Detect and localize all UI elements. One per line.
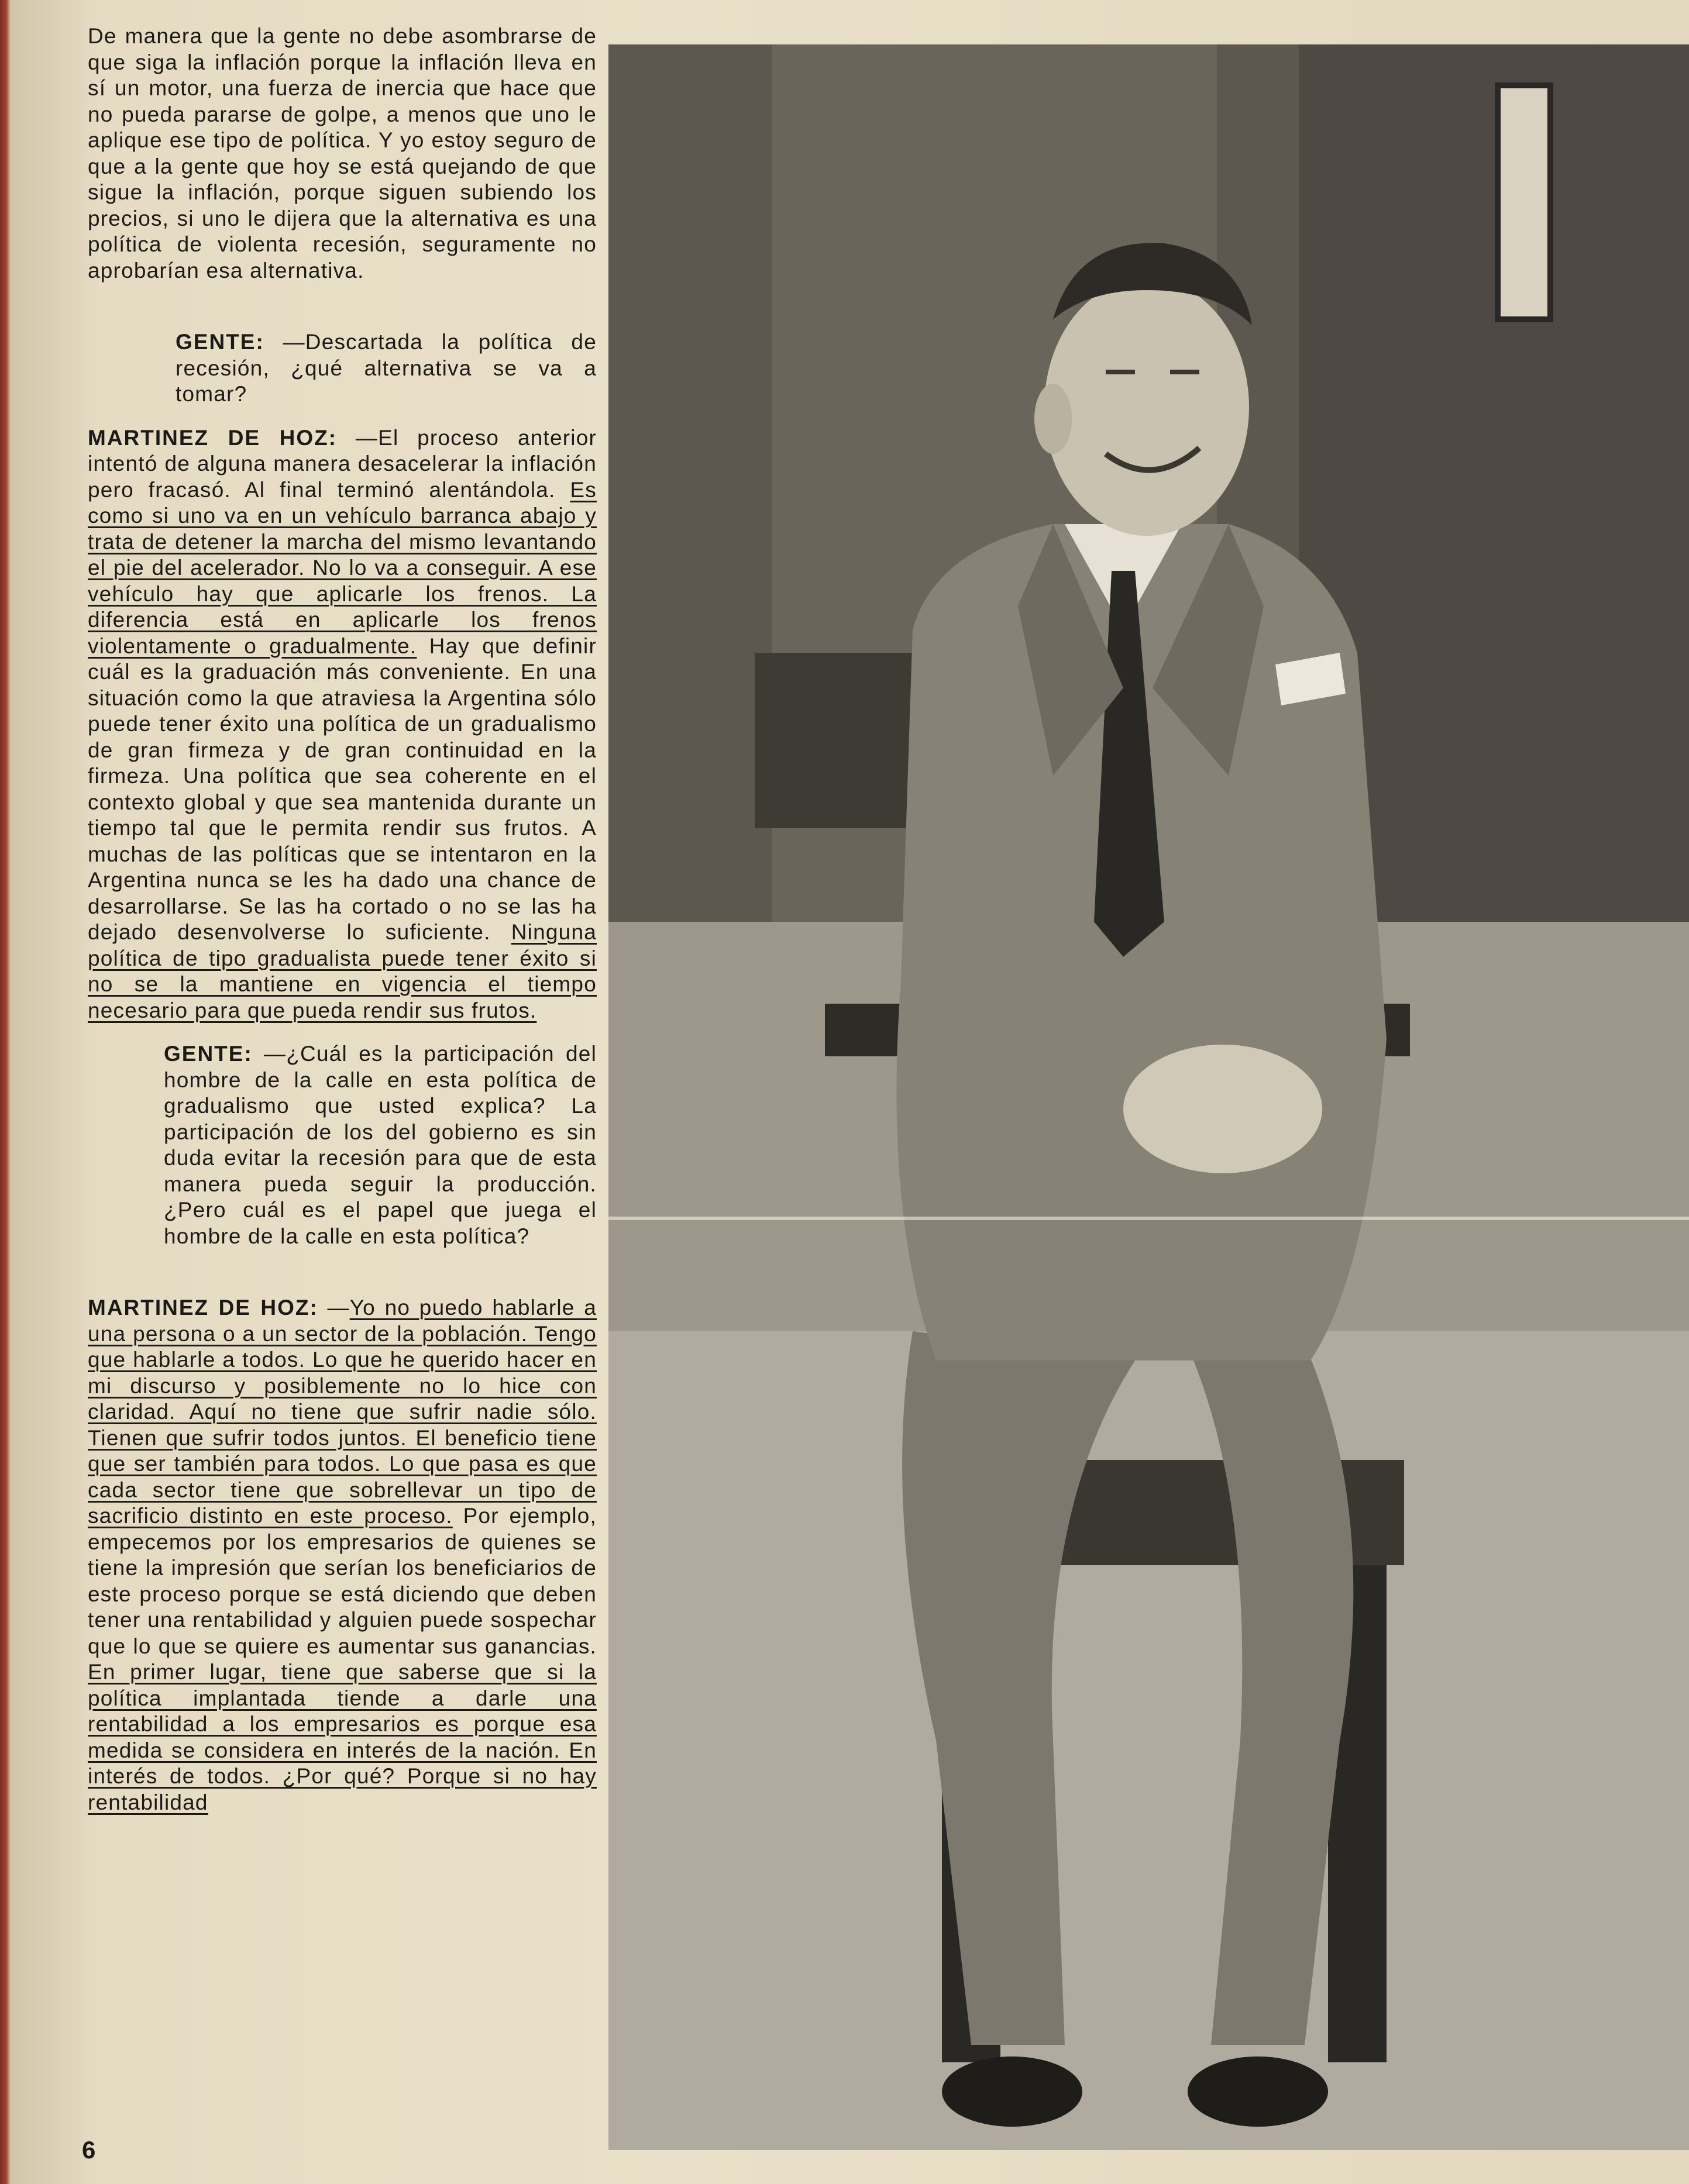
answer-1-text: —El proceso anterior intentó de alguna manera desacelerar la inflación pero fracasó. Al final terminó alentándola.	[88, 425, 597, 502]
answer-2	[88, 1295, 597, 1816]
page-number: 6	[82, 2136, 96, 2164]
portrait-photo	[608, 44, 1689, 2150]
speaker-gente: GENTE:	[176, 330, 264, 354]
paragraph-intro: De manera que la gente no debe asombrarse de que siga la inflación porque la inflación lleva en sí un motor, una fuerza de inercia que hace que no pueda pararse de golpe, a menos que uno le aplique ese tipo de política. Y yo estoy seguro de que a la gente que hoy se está quejando de que sigue la inflación, porque siguen subiendo los precios, si uno le dijera que la alternativa es una política de violenta recesión, seguramente no aprobarían esa alternativa.	[88, 24, 597, 283]
page-edge	[0, 0, 11, 2184]
question-1	[88, 329, 597, 408]
answer-1	[88, 425, 597, 1024]
speaker-martinez-de-hoz: MARTINEZ DE HOZ:	[88, 425, 338, 450]
question-2-text: —¿Cuál es la participación del hombre de la calle en esta política de gradualismo que usted explica? La participación de los del gobierno es sin duda evitar la recesión para que de esta manera pueda seguir la producción. ¿Pero cuál es el papel que juega el hombre de la calle en esta política?	[164, 1042, 597, 1248]
article-column	[88, 23, 597, 1816]
answer-2-dash: —	[318, 1296, 350, 1320]
answer-2-text: Por ejemplo, empecemos por los empresarios de quienes se tiene la impresión que serían los beneficiarios de este proceso porque se está diciendo que deben tener una rentabilidad y alguien puede sospechar que lo que se quiere es aumentar sus ganancias.	[88, 1504, 597, 1658]
answer-1-underlined-2: Ninguna política de tipo gradualista puede tener éxito si no se la mantiene en vigencia el tiempo necesario para que pueda rendir sus frutos.	[88, 920, 597, 1022]
answer-2-underlined: Yo no puedo hablarle a una persona o a un sector de la población. Tengo que hablarle a todos. Lo que he querido hacer en mi discurso y posiblemente no lo hice con claridad. Aquí no tiene que sufrir nadie sólo. Tienen que sufrir todos juntos. El beneficio tiene que ser también para todos. Lo que pasa es que cada sector tiene que sobrellevar un tipo de sacrificio distinto en este proceso.	[88, 1296, 597, 1528]
answer-1-underlined: Es como si uno va en un vehículo barranca abajo y trata de detener la marcha del mismo levantando el pie del acelerador. No lo va a conseguir. A ese vehículo hay que aplicarle los frenos. La diferencia está en aplicarle los frenos violentamente o gradualmente.	[88, 477, 597, 658]
speaker-martinez-de-hoz: MARTINEZ DE HOZ:	[88, 1296, 318, 1320]
answer-2-underlined-2: En primer lugar, tiene que saberse que si la política implantada tiende a darle una rentabilidad a los empresarios es porque esa medida se considera en interés de la nación. En interés de todos. ¿Por qué? Porque si no hay rentabilidad	[88, 1660, 597, 1814]
answer-1-text-2: Hay que definir cuál es la graduación más conveniente. En una situación como la que atraviesa la Argentina sólo puede tener éxito una política de un gradualismo de gran firmeza y de gran continuidad en la firmeza. Una política que sea coherente en el contexto global y que sea mantenida durante un tiempo tal que le permita rendir sus frutos. A muchas de las políticas que se intentaron en la Argentina nunca se les ha dado una chance de desarrollarse. Se las ha cortado o no se las ha dejado desenvolverse lo suficiente.	[88, 633, 597, 944]
page-fold-line	[608, 1217, 1689, 1220]
question-1-text: —Descartada la política de recesión, ¿qué alternativa se va a tomar?	[176, 330, 597, 406]
question-2	[88, 1041, 597, 1249]
speaker-gente: GENTE:	[164, 1042, 253, 1066]
